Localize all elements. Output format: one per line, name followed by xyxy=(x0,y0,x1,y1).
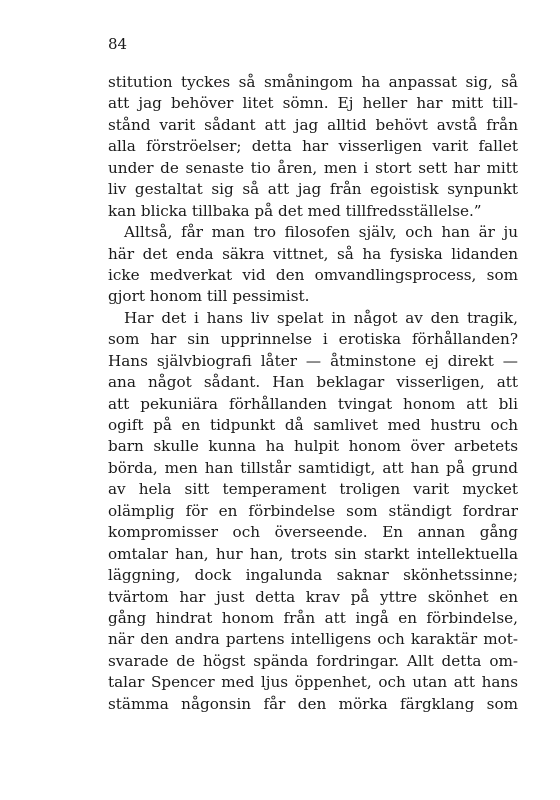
text-line: stitution tyckes så småningom ha anpassat sig, så xyxy=(108,73,518,91)
text-line: tvärtom har just detta krav på yttre skönhet en xyxy=(108,587,518,606)
text-line: alla förströelser; detta har visserligen varit fallet xyxy=(108,137,518,156)
text-line: här det enda säkra vittnet, så ha fysiska lidanden xyxy=(108,244,518,263)
text-line: svarade de högst spända fordringar. Allt detta om- xyxy=(108,651,518,670)
text-line: Hans självbiografi låter — åtminstone ej direkt — xyxy=(108,351,518,370)
text-line: stämma någonsin får den mörka färgklang som xyxy=(108,694,518,713)
body-text xyxy=(108,72,518,715)
text-line: ana något sådant. Han beklagar visserligen, att xyxy=(108,373,518,392)
text-line: kompromisser och överseende. En annan gång xyxy=(108,523,518,542)
text-line: stånd varit sådant att jag alltid behövt avstå från xyxy=(108,115,518,134)
text-line: Har det i hans liv spelat in något av den tragik, xyxy=(124,308,518,327)
text-line: av hela sitt temperament troligen varit mycket xyxy=(108,480,518,499)
text-line: Alltså, får man tro filosofen själv, och han är ju xyxy=(124,223,518,242)
page-number: 84 xyxy=(108,35,128,53)
text-line: ogift på en tidpunkt då samlivet med hustru och xyxy=(108,416,518,434)
text-line: som har sin upprinnelse i erotiska förhållanden? xyxy=(108,330,518,349)
text-line: barn skulle kunna ha hulpit honom över arbetets xyxy=(108,437,518,456)
text-line: icke medverkat vid den omvandlingsprocess, som xyxy=(108,265,518,284)
text-line: liv gestaltat sig så att jag från egoistisk synpunkt xyxy=(108,180,518,199)
text-line: läggning, dock ingalunda saknar skönhetssinne; xyxy=(108,566,518,585)
text-line: gjort honom till pessimist. xyxy=(108,287,310,306)
text-line: olämplig för en förbindelse som ständigt fordrar xyxy=(108,501,518,520)
text-line: att pekuniära förhållanden tvingat honom att bli xyxy=(108,394,518,413)
text-line: kan blicka tillbaka på det med tillfredsställelse.” xyxy=(108,201,482,220)
text-line: när den andra partens intelligens och karaktär mot- xyxy=(108,630,518,649)
text-line: gång hindrat honom från att ingå en förbindelse, xyxy=(108,608,518,627)
text-line: under de senaste tio åren, men i stort sett har mitt xyxy=(108,158,518,177)
text-line: börda, men han tillstår samtidigt, att han på grund xyxy=(108,458,518,477)
text-line: att jag behöver litet sömn. Ej heller har mitt till- xyxy=(108,94,518,113)
text-line: omtalar han, hur han, trots sin starkt intellektuella xyxy=(108,544,518,563)
text-line: talar Spencer med ljus öppenhet, och utan att hans xyxy=(108,673,518,692)
